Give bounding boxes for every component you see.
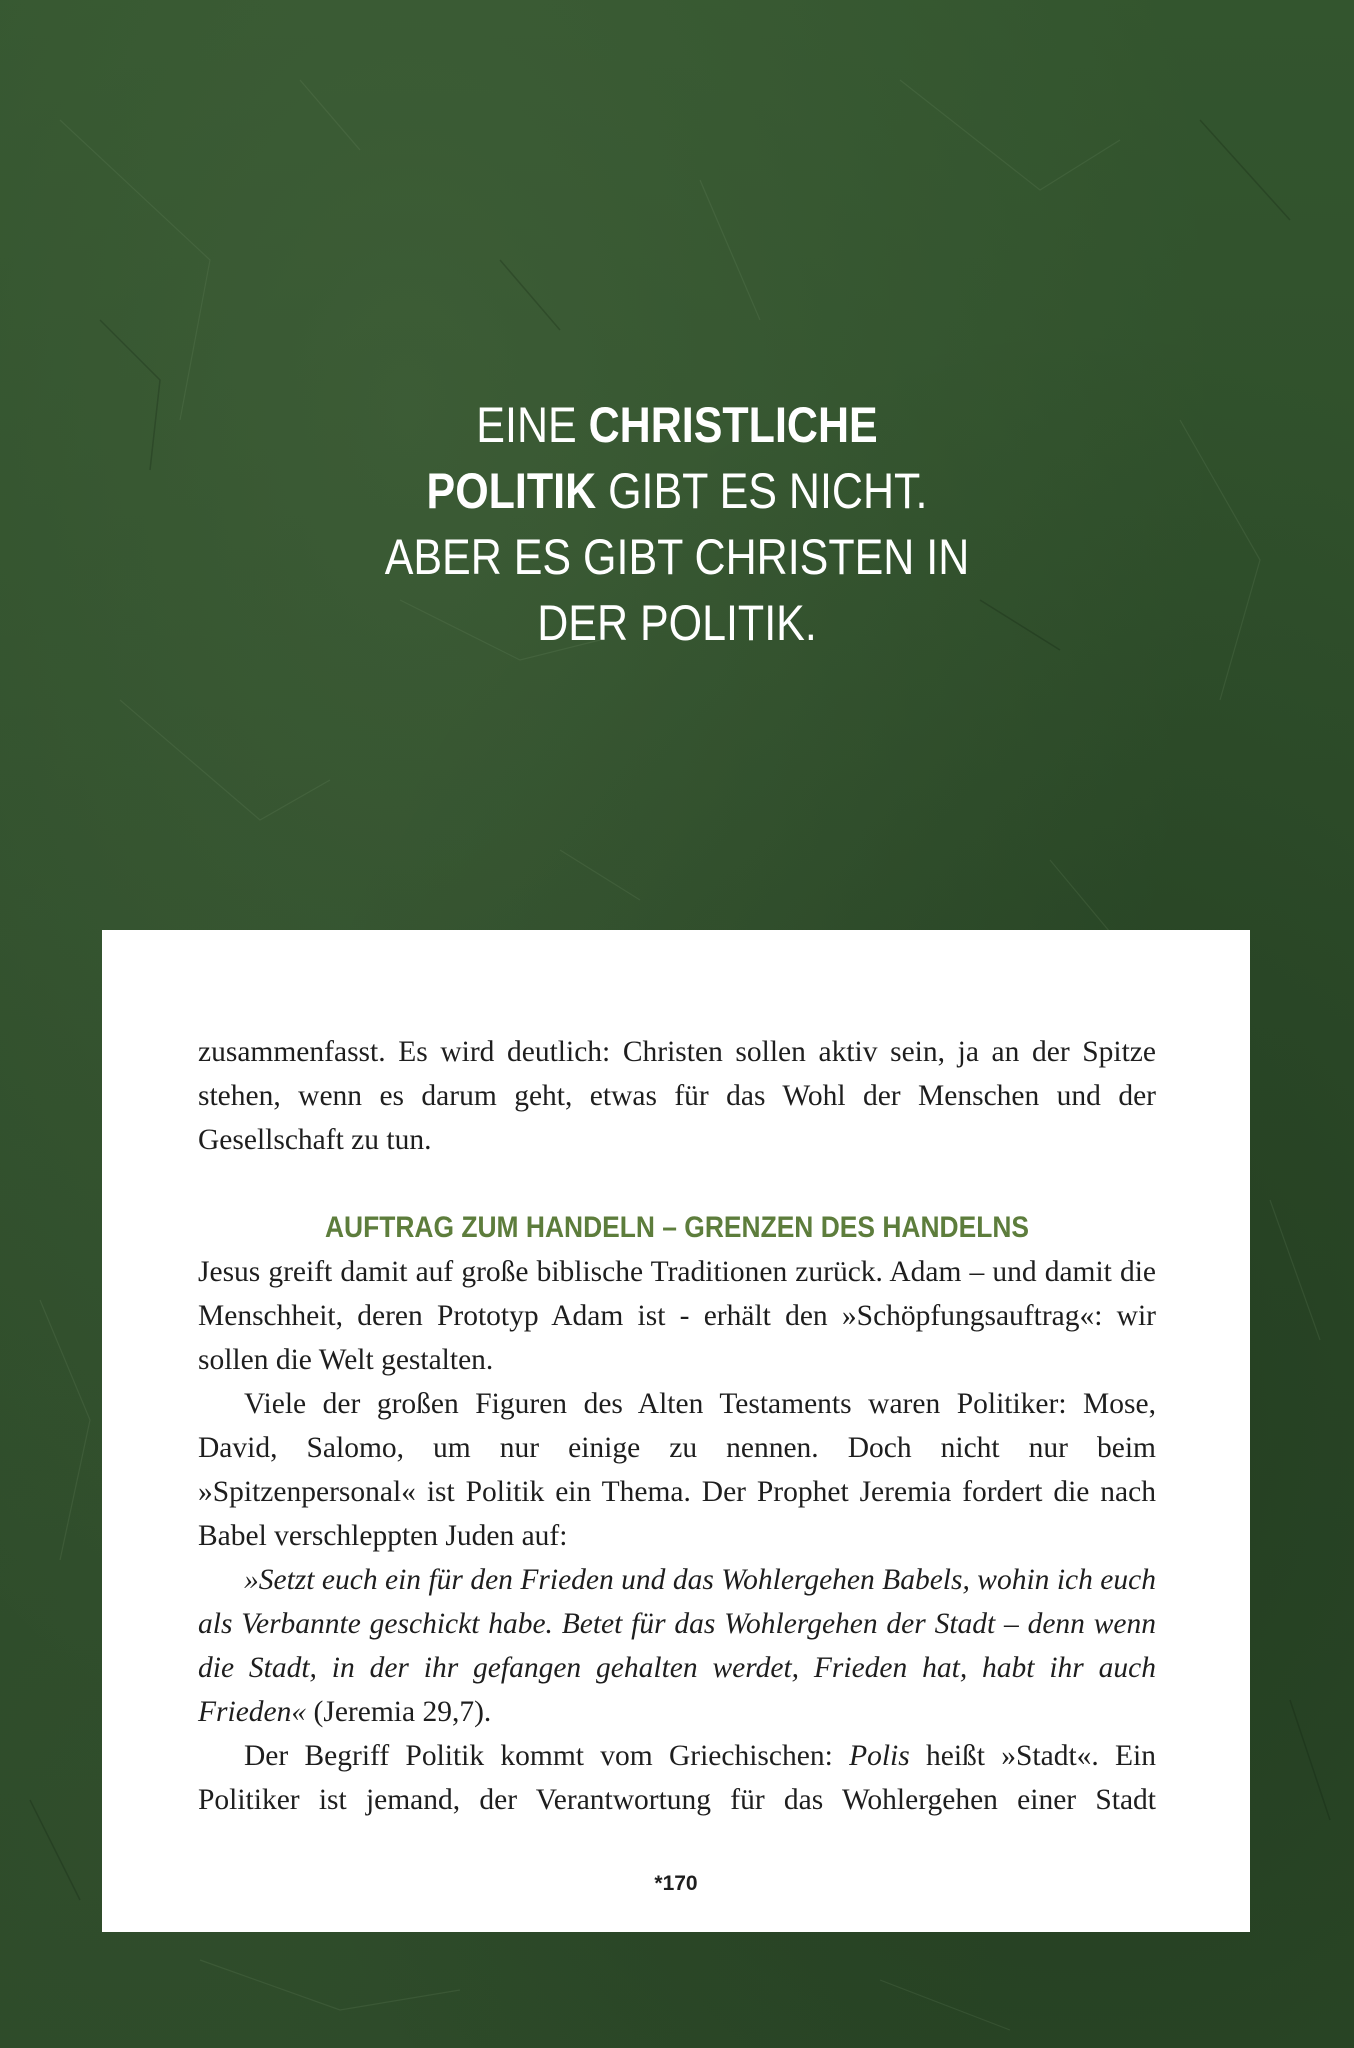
pull-quote-line-1: EINE CHRISTLICHE <box>476 397 878 453</box>
pull-quote-line-3: ABER ES GIBT CHRISTEN IN <box>384 529 970 585</box>
pull-quote-line-2: POLITIK GIBT ES NICHT. <box>426 463 928 519</box>
paragraph-1: zusammenfasst. Es wird deutlich: Christen sollen aktiv sein, ja an der Spitze stehen, wenn es darum geht, etwas für das Wohl der Menschen und der Gesellschaft zu tun. <box>198 1036 1156 1156</box>
section-heading: AUFTRAG ZUM HANDELN – GRENZEN DES HANDELNS <box>324 1211 1029 1244</box>
paragraph-2: Jesus greift damit auf große biblische Traditionen zurück. Adam – und damit die Menschheit, deren Prototyp Adam ist - erhält den »Schöpfungsauftrag«: wir sollen die Welt gestalten. <box>198 1256 1156 1376</box>
body-text <box>198 1030 1156 1822</box>
page-number: *170 <box>654 1872 698 1895</box>
pull-quote-line-4: DER POLITIK. <box>537 595 817 651</box>
bible-quote: »Setzt euch ein für den Frieden und das Wohlergehen Babels, wohin ich euch als Verbannte geschickt habe. Betet für das Wohlergehen der Stadt – denn wenn die Stadt, in der ihr gefangen gehalten werdet, Frieden hat, habt ihr auch Frieden« (Jeremia 29,7). <box>198 1564 1156 1728</box>
page-panel <box>102 930 1250 1932</box>
pull-quote <box>95 392 1259 656</box>
paragraph-5: Der Begriff Politik kommt vom Griechischen: Polis heißt »Stadt«. Ein Politiker ist jemand, der Verantwortung für das Wohlergehen einer Stadt <box>198 1740 1157 1816</box>
paragraph-3: Viele der großen Figuren des Alten Testaments waren Politiker: Mose, David, Salomo, um nur einige zu nennen. Doch nicht nur beim »Spitzenpersonal« ist Politik ein Thema. Der Prophet Jeremia fordert die nach Babel verschleppten Juden auf: <box>198 1388 1156 1552</box>
